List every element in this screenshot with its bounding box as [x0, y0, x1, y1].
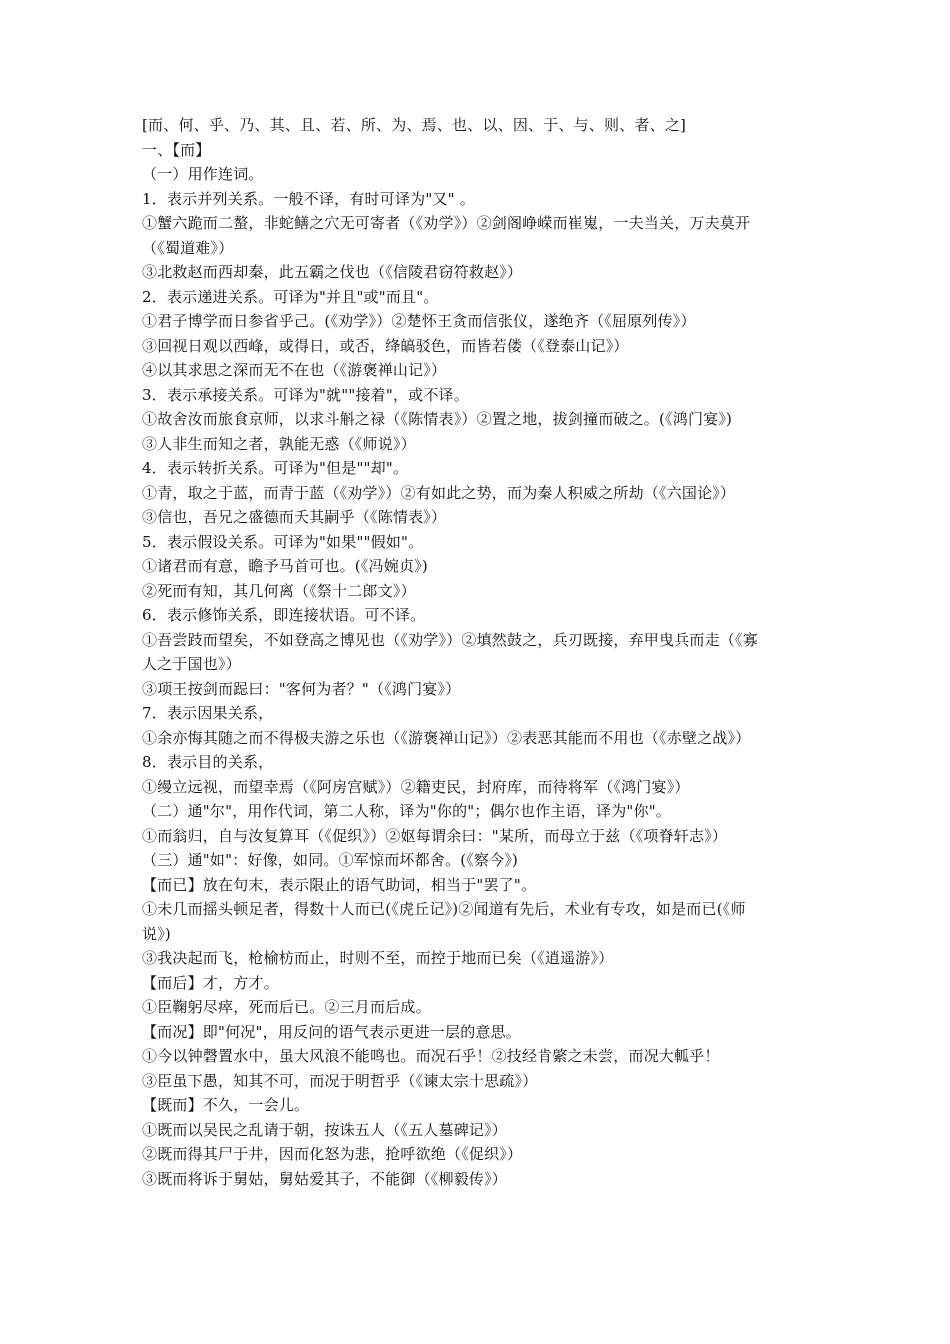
document-body [142, 113, 812, 1191]
text-line: ①青，取之于蓝，而青于蓝（《劝学》）②有如此之势，而为秦人积威之所劫（《六国论》） [142, 483, 736, 502]
text-line: 8．表示目的关系， [142, 753, 274, 771]
text-line: 5．表示假设关系。可译为"如果""假如"。 [142, 532, 424, 551]
subsection-heading: （二）通"尔"，用作代词，第二人称，译为"你的"；偶尔也作主语，译为"你"。 [142, 802, 671, 820]
text-line: 6．表示修饰关系，即连接状语。可不译。 [142, 606, 426, 624]
text-line: [而、何、乎、乃、其、且、若、所、为、焉、也、以、因、于、与、则、者、之] [142, 116, 687, 134]
term-heading: 【既而】不久，一会儿。 [142, 1096, 310, 1114]
text-line: ③项王按剑而跽曰："客何为者？"（《鸿门宴》） [142, 679, 461, 698]
text-line: ①余亦悔其随之而不得极夫游之乐也（《游褒禅山记》）②表恶其能而不用也（《赤壁之战》） [142, 728, 751, 747]
text-line: ②死而有知，其几何离（《祭十二郎文》） [142, 581, 416, 600]
text-line: ①缦立远视，而望幸焉（《阿房宫赋》）②籍吏民，封府库，而待将军（《鸿门宴》） [142, 777, 690, 796]
text-line: ①故舍汝而旅食京师，以求斗斛之禄（《陈情表》）②置之地，拔剑撞而破之。(《鸿门宴》) [142, 410, 733, 428]
text-line: ①吾尝跂而望矣，不如登高之博见也（《劝学》）②填然鼓之，兵刃既接，弃甲曳兵而走（《寡 [142, 630, 758, 649]
text-line: ①未几而摇头顿足者，得数十人而已(《虎丘记》)②闻道有先后，术业有专攻，如是而已(《师 [142, 900, 746, 918]
section-heading: 一、【而】 [142, 140, 211, 159]
text-line: ②既而得其尸于井，因而化怒为悲，抢呼欲绝（《促织》） [142, 1145, 523, 1163]
text-line: ①既而以吴民之乱请于朝，按诛五人（《五人墓碑记》） [142, 1120, 508, 1139]
text-line: ③我决起而飞，枪榆枋而止，时则不至，而控于地而已矣（《逍遥游》） [142, 949, 614, 967]
term-heading: 【而况】即"何况"，用反问的语气表示更进一层的意思。 [142, 1022, 522, 1041]
text-line: ③人非生而知之者，孰能无惑（《师说》） [142, 434, 416, 453]
text-line: 4．表示转折关系。可译为"但是""却"。 [142, 459, 409, 477]
subsection-heading: （一）用作连词。 [142, 165, 264, 183]
text-line: ④以其求思之深而无不在也（《游褒禅山记》） [142, 361, 447, 379]
text-line: 7．表示因果关系， [142, 704, 274, 722]
text-line: 2．表示递进关系。可译为"并且"或"而且"。 [142, 287, 439, 306]
text-line: （《蜀道难》） [142, 238, 234, 257]
text-line: ①诸君而有意，瞻予马首可也。(《冯婉贞》) [142, 557, 428, 575]
text-line: ①君子博学而日参省乎己。(《劝学》）②楚怀王贪而信张仪，遂绝齐（《屈原列传》） [142, 312, 696, 330]
text-line: ①臣鞠躬尽瘁，死而后已。②三月而后成。 [142, 998, 431, 1016]
text-line: ①蟹六跪而二螯，非蛇鳝之穴无可寄者（《劝学》）②剑阁峥嵘而崔嵬，一夫当关，万夫莫开 [142, 214, 751, 232]
text-line: ③北救赵而西却秦，此五霸之伐也（《信陵君窃符救赵》） [142, 263, 523, 281]
text-line: ①而翁归，自与汝复算耳（《促织》）②妪每谓余曰："某所，而母立于兹（《项脊轩志》） [142, 826, 728, 845]
text-line: 说》) [142, 924, 171, 943]
subsection-heading: （三）通"如"：好像，如同。①军惊而坏都舍。(《察今》) [142, 851, 519, 869]
text-line: 1．表示并列关系。一般不译，有时可译为"又" 。 [142, 189, 475, 208]
term-heading: 【而后】才，方才。 [142, 973, 279, 992]
text-line: ③信也，吾兄之盛德而夭其嗣乎（《陈情表》） [142, 508, 447, 526]
term-heading: 【而已】放在句末，表示限止的语气助词，相当于"罢了"。 [142, 875, 537, 894]
text-line: ①今以钟磬置水中，虽大风浪不能鸣也。而况石乎！②技经肯綮之未尝，而况大軱乎！ [142, 1047, 720, 1065]
text-line: ③既而将诉于舅姑，舅姑爱其子，不能御（《柳毅传》） [142, 1169, 508, 1188]
text-line: 3．表示承接关系。可译为"就""接着"，或不译。 [142, 385, 469, 404]
text-line: 人之于国也》） [142, 655, 241, 673]
text-line: ③回视日观以西峰，或得日，或否，绛皜驳色，而皆若偻（《登泰山记》） [142, 336, 629, 355]
text-line: ③臣虽下愚，知其不可，而况于明哲乎（《谏太宗十思疏》） [142, 1071, 538, 1090]
